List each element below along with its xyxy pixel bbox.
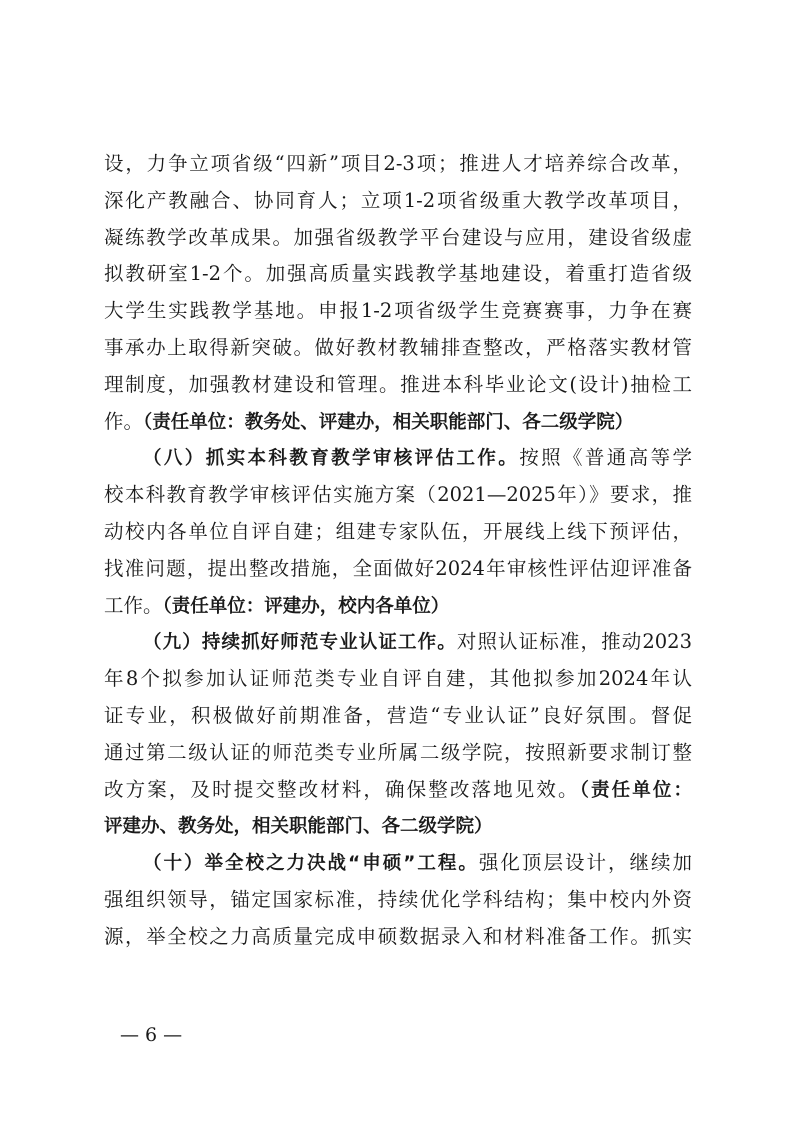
text-line: [104, 588, 692, 625]
responsible-units: （责任单位：教务处、评建办，相关职能部门、各二级学院）: [143, 411, 634, 433]
text-line: 源，举全校之力高质量完成申硕数据录入和材料准备工作。抓实: [104, 924, 692, 948]
text-line: [104, 772, 692, 809]
page-number: — 6 —: [120, 1024, 183, 1046]
text-line: 凝练教学改革成果。加强省级教学平台建设与应用，建设省级虚: [104, 225, 692, 249]
text-line: 事承办上取得新突破。做好教材教辅排查整改，严格落实教材管: [104, 335, 692, 359]
text-line: 证专业，积极做好前期准备，营造“专业认证”良好氛围。督促: [104, 703, 692, 727]
text-line: [104, 440, 692, 477]
text-line: 强组织领导，锚定国家标准，持续优化学科结构；集中校内外资: [104, 887, 692, 911]
text-line: [104, 404, 692, 441]
text-line: 设，力争立项省级“四新”项目2-3项；推进人才培养综合改革，: [104, 152, 692, 175]
text-line: 年8个拟参加认证师范类专业自评自建，其他拟参加2024年认: [104, 667, 692, 691]
text-span: 强化顶层设计，继续加: [478, 851, 692, 875]
text-line: 找准问题，提出整改措施，全面做好2024年审核性评估迎评准备: [104, 556, 692, 580]
section-heading: （十）举全校之力决战“申硕”工程。: [143, 853, 479, 875]
text-span: 工作。: [104, 593, 163, 617]
text-span: 改方案，及时提交整改材料，确保整改落地见效。: [104, 777, 580, 801]
section-heading: （九）持续抓好师范专业认证工作。: [143, 632, 457, 654]
text-line: [104, 808, 692, 845]
text-line: 拟教研室1-2个。加强高质量实践教学基地建设，着重打造省级: [104, 262, 692, 286]
section-heading: （八）抓实本科教育教学审核评估工作。: [143, 448, 520, 470]
text-span: 按照《普通高等学: [519, 446, 692, 470]
text-line: 校本科教育教学审核评估实施方案（2021—2025年）》要求，推: [104, 483, 692, 507]
text-line: 动校内各单位自评自建；组建专家队伍，开展线上线下预评估，: [104, 519, 692, 543]
text-line: 大学生实践教学基地。申报1-2项省级学生竞赛赛事，力争在赛: [104, 299, 692, 323]
text-span: 作。: [104, 409, 144, 433]
text-line: 通过第二级认证的师范类专业所属二级学院，按照新要求制订整: [104, 740, 692, 764]
responsible-units: （责任单位：评建办，校内各单位）: [162, 595, 450, 617]
text-line: [104, 624, 692, 661]
document-body: [104, 146, 692, 956]
text-line: [104, 845, 692, 882]
responsible-units: 评建办、教务处，相关职能部门、各二级学院）: [104, 816, 493, 838]
text-span: 对照认证标准，推动2023: [456, 630, 692, 654]
responsible-units: （责任单位：: [579, 779, 692, 801]
text-line: 理制度，加强教材建设和管理。推进本科毕业论文(设计)抽检工: [104, 372, 692, 396]
text-line: 深化产教融合、协同育人；立项1-2项省级重大教学改革项目，: [104, 188, 692, 212]
